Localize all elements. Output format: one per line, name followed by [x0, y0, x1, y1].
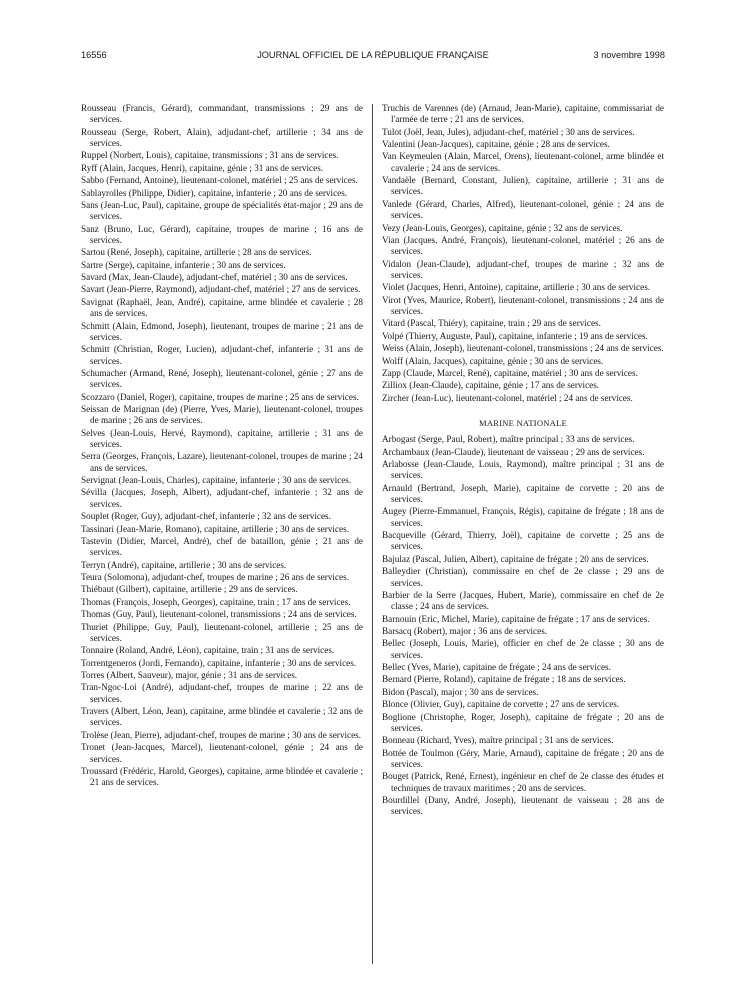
list-entry: Tran-Ngoc-Loi (André), adjudant-chef, troupes de marine ; 22 ans de services. [81, 682, 363, 704]
list-entry: Violet (Jacques, Henri, Antoine), capitaine, artillerie ; 30 ans de services. [382, 282, 651, 293]
list-entry: Virot (Yves, Maurice, Robert), lieutenant-colonel, transmissions ; 24 ans de services. [382, 294, 664, 316]
journal-title: JOURNAL OFFICIEL DE LA RÉPUBLIQUE FRANÇAISE [257, 50, 489, 60]
list-entry: Bernard (Pierre, Roland), capitaine de frégate ; 18 ans de services. [382, 674, 626, 685]
list-entry: Vezy (Jean-Louis, Georges), capitaine, génie ; 32 ans de services. [382, 222, 623, 233]
list-entry: Sartre (Serge), capitaine, infanterie ; 30 ans de services. [81, 259, 286, 270]
list-entry: Arbogast (Serge, Paul, Robert), maître principal ; 33 ans de services. [382, 434, 635, 445]
list-entry: Troussard (Frédéric, Harold, Georges), capitaine, arme blindée et cavalerie ; 21 ans de services. [81, 765, 363, 788]
list-entry: Bottée de Toulmon (Géry, Marie, Arnaud), capitaine de frégate ; 20 ans de services. [382, 747, 664, 770]
list-entry: Torrentgeneros (Jordi, Fernando), capitaine, infanterie ; 30 ans de services. [81, 657, 357, 668]
page-number: 16556 [81, 50, 107, 60]
list-entry: Tastevin (Didier, Marcel, André), chef de bataillon, génie ; 21 ans de services. [81, 535, 363, 558]
list-entry: Teura (Solomona), adjudant-chef, troupes de marine ; 26 ans de services. [81, 572, 349, 583]
list-entry: Vanlede (Gérard, Charles, Alfred), lieutenant-colonel, génie ; 24 ans de services. [382, 198, 664, 221]
list-entry: Blonce (Olivier, Guy), capitaine de corvette ; 27 ans de services. [382, 699, 620, 710]
list-entry: Ryff (Alain, Jacques, Henri), capitaine, génie ; 31 ans de services. [81, 162, 324, 173]
list-entry: Arlabosse (Jean-Claude, Louis, Raymond), maître principal ; 31 ans de services. [382, 459, 664, 481]
list-entry: Truchis de Varennes (de) (Arnaud, Jean-Marie), capitaine, commissariat de l'armée de terre ; 21 ans de services. [382, 103, 664, 125]
list-entry: Barnouin (Eric, Michel, Marie), capitaine de frégate ; 17 ans de services. [382, 613, 650, 624]
list-entry: Bidon (Pascal), major ; 30 ans de services. [382, 686, 539, 697]
list-entry: Weiss (Alain, Joseph), lieutenant-colonel, transmissions ; 24 ans de services. [382, 343, 664, 354]
list-entry: Barsacq (Robert), major ; 36 ans de services. [382, 626, 548, 636]
list-entry: Souplet (Roger, Guy), adjudant-chef, infanterie ; 32 ans de services. [81, 511, 331, 522]
list-entry: Zapp (Claude, Marcel, René), capitaine, matériel ; 30 ans de services. [382, 367, 638, 378]
list-entry: Sabbo (Fernand, Antoine), lieutenant-colonel, matériel ; 25 ans de services. [81, 175, 358, 186]
list-entry: Bellec (Yves, Marie), capitaine de frégate ; 24 ans de services. [382, 662, 611, 673]
list-entry: Vandaële (Bernard, Constant, Julien), capitaine, artillerie ; 31 ans de services. [382, 175, 664, 197]
list-entry: Van Keymeulen (Alain, Marcel, Orens), lieutenant-colonel, arme blindée et cavalerie ; 24 ans de services. [382, 151, 664, 173]
list-entry: Servignat (Jean-Louis, Charles), capitaine, infanterie ; 30 ans de services. [81, 475, 352, 486]
list-entry: Bacqueville (Gérard, Thierry, Joël), capitaine de corvette ; 25 ans de services. [382, 530, 664, 552]
list-entry: Sans (Jean-Luc, Paul), capitaine, groupe de spécialités état-major ; 29 ans de services. [81, 199, 363, 222]
marine-list [382, 434, 664, 817]
list-entry: Scozzaro (Daniel, Roger), capitaine, troupes de marine ; 25 ans de services. [81, 391, 359, 402]
list-entry: Thiébaut (Gilbert), capitaine, artillerie ; 29 ans de services. [81, 584, 298, 595]
list-entry: Thomas (Guy, Paul), lieutenant-colonel, transmissions ; 24 ans de services. [81, 609, 357, 620]
list-entry: Bouget (Patrick, René, Ernest), ingénieur en chef de 2e classe des études et techniques de travaux maritimes ; 20 ans de services. [382, 771, 664, 793]
list-entry: Balleydier (Christian), commissaire en chef de 2e classe ; 29 ans de services. [382, 566, 664, 588]
list-entry: Sablayrolles (Philippe, Didier), capitaine, infanterie ; 20 ans de services. [81, 187, 348, 198]
list-entry: Vian (Jacques, André, François), lieutenant-colonel, matériel ; 26 ans de services. [382, 234, 664, 257]
list-entry: Thomas (François, Joseph, Georges), capitaine, train ; 17 ans de services. [81, 596, 351, 607]
publication-date: 3 novembre 1998 [593, 50, 665, 60]
list-entry: Boglione (Christophe, Roger, Joseph), capitaine de frégate ; 20 ans de services. [382, 711, 664, 733]
right-column [382, 103, 664, 819]
list-entry: Ruppel (Norbert, Louis), capitaine, transmissions ; 31 ans de services. [81, 150, 339, 161]
page-header [81, 50, 665, 64]
list-entry: Tassinari (Jean-Marie, Romano), capitaine, artillerie ; 30 ans de services. [81, 523, 349, 534]
list-entry: Selves (Jean-Louis, Hervé, Raymond), capitaine, artillerie ; 31 ans de services. [81, 427, 363, 449]
list-entry: Savard (Max, Jean-Claude), adjudant-chef, matériel ; 30 ans de services. [81, 272, 348, 283]
list-entry: Augey (Pierre-Emmanuel, François, Régis), capitaine de frégate ; 18 ans de services. [382, 506, 664, 528]
list-entry: Bellec (Joseph, Louis, Marie), officier en chef de 2e classe ; 30 ans de services. [382, 638, 664, 660]
list-entry: Terryn (André), capitaine, artillerie ; 30 ans de services. [81, 559, 287, 570]
list-entry: Schmitt (Alain, Edmond, Joseph), lieutenant, troupes de marine ; 21 ans de services. [81, 320, 363, 342]
list-entry: Schmitt (Christian, Roger, Lucien), adjudant-chef, infanterie ; 31 ans de services. [81, 344, 363, 366]
list-entry: Archambaux (Jean-Claude), lieutenant de vaisseau ; 29 ans de services. [382, 446, 645, 457]
list-entry: Rousseau (Serge, Robert, Alain), adjudant-chef, artillerie ; 34 ans de services. [81, 126, 363, 148]
list-entry: Schumacher (Armand, René, Joseph), lieutenant-colonel, génie ; 27 ans de services. [81, 367, 363, 390]
list-entry: Zircher (Jean-Luc), lieutenant-colonel, matériel ; 24 ans de services. [382, 392, 633, 403]
column-divider [372, 104, 373, 964]
list-entry: Tulot (Joël, Jean, Jules), adjudant-chef, matériel ; 30 ans de services. [382, 126, 635, 137]
list-entry: Thuriet (Philippe, Guy, Paul), lieutenant-colonel, artillerie ; 25 ans de services. [81, 621, 363, 643]
list-entry: Wolff (Alain, Jacques), capitaine, génie ; 30 ans de services. [382, 355, 604, 366]
list-entry: Sanz (Bruno, Luc, Gérard), capitaine, troupes de marine ; 16 ans de services. [81, 223, 363, 245]
list-entry: Sévilla (Jacques, Joseph, Albert), adjudant-chef, infanterie ; 32 ans de services. [81, 487, 363, 509]
list-entry: Seissan de Marignan (de) (Pierre, Yves, Marie), lieutenant-colonel, troupes de marine ; 26 ans de services. [81, 404, 363, 426]
list-entry: Trolèse (Jean, Pierre), adjudant-chef, troupes de marine ; 30 ans de services. [81, 729, 362, 740]
list-entry: Barbier de la Serre (Jacques, Hubert, Marie), commissaire en chef de 2e classe ; 24 ans de services. [382, 589, 664, 612]
list-entry: Tronet (Jean-Jacques, Marcel), lieutenant-colonel, génie ; 24 ans de services. [81, 742, 363, 764]
list-entry: Bonneau (Richard, Yves), maître principal ; 31 ans de services. [382, 735, 614, 746]
list-entry: Arnauld (Bertrand, Joseph, Marie), capitaine de corvette ; 20 ans de services. [382, 482, 664, 505]
left-column [81, 103, 363, 790]
list-entry: Tonnaire (Roland, André, Léon), capitaine, train ; 31 ans de services. [81, 645, 335, 656]
army-list-continued [382, 103, 664, 404]
list-entry: Rousseau (Francis, Gérard), commandant, transmissions ; 29 ans de services. [81, 103, 363, 125]
list-entry: Savart (Jean-Pierre, Raymond), adjudant-chef, matériel ; 27 ans de services. [81, 284, 361, 295]
list-entry: Vitard (Pascal, Thiéry), capitaine, train ; 29 ans de services. [382, 318, 601, 329]
list-entry: Savignat (Raphaël, Jean, André), capitaine, arme blindée et cavalerie ; 28 ans de services. [81, 296, 363, 319]
list-entry: Torres (Albert, Sauveur), major, génie ; 31 ans de services. [81, 670, 298, 681]
list-entry: Bajulaz (Pascal, Julien, Albert), capitaine de frégate ; 20 ans de services. [382, 553, 649, 564]
list-entry: Travers (Albert, Léon, Jean), capitaine, arme blindée et cavalerie ; 32 ans de services. [81, 706, 363, 728]
list-entry: Volpé (Thierry, Auguste, Paul), capitaine, infanterie ; 19 ans de services. [382, 330, 648, 341]
list-entry: Zilliox (Jean-Claude), capitaine, génie ; 17 ans de services. [382, 380, 600, 391]
list-entry: Bourdillel (Dany, André, Joseph), lieutenant de vaisseau ; 28 ans de services. [382, 795, 664, 817]
section-title-marine: MARINE NATIONALE [479, 418, 567, 429]
list-entry: Serra (Georges, François, Lazare), lieutenant-colonel, troupes de marine ; 24 ans de services. [81, 451, 363, 473]
list-entry: Vidalon (Jean-Claude), adjudant-chef, troupes de marine ; 32 ans de services. [382, 258, 664, 280]
list-entry: Sartou (René, Joseph), capitaine, artillerie ; 28 ans de services. [81, 247, 312, 258]
list-entry: Valentini (Jean-Jacques), capitaine, génie ; 28 ans de services. [382, 139, 610, 150]
